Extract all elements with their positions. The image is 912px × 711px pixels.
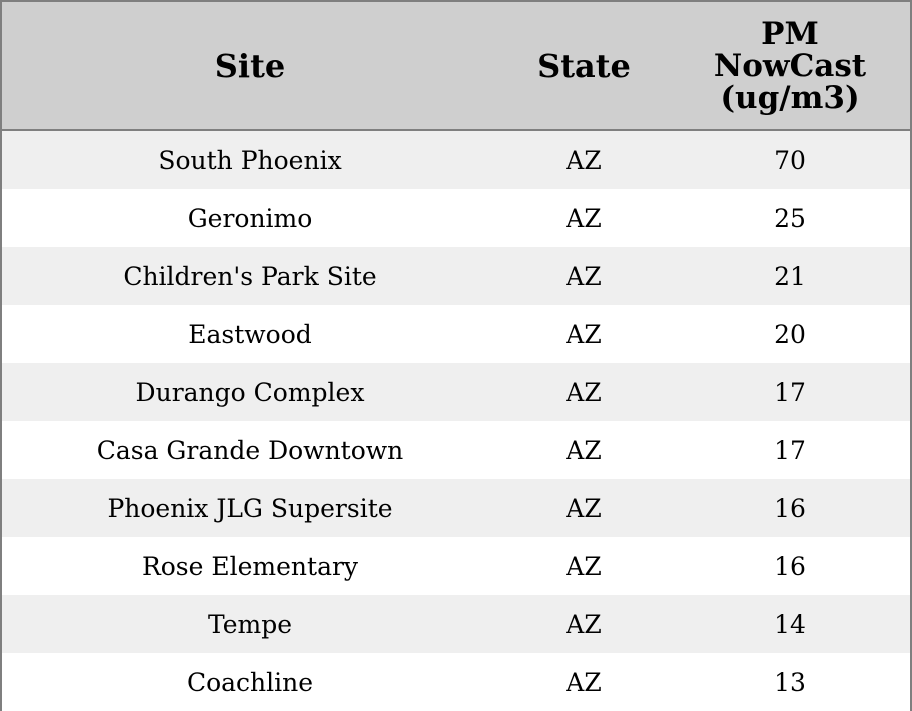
state-cell: AZ	[498, 130, 670, 189]
state-cell: AZ	[498, 421, 670, 479]
pm-value-cell: 14	[670, 595, 910, 653]
column-header-pm-nowcast	[670, 2, 910, 130]
site-cell: Eastwood	[2, 305, 498, 363]
table-row	[2, 363, 910, 421]
pm-value-cell: 17	[670, 421, 910, 479]
header-row	[2, 2, 910, 130]
pm-header-line-3: (ug/m3)	[720, 79, 860, 116]
site-cell: Children's Park Site	[2, 247, 498, 305]
pm-value-cell: 70	[670, 130, 910, 189]
pm-value-cell: 16	[670, 479, 910, 537]
site-cell: Geronimo	[2, 189, 498, 247]
pm-value-cell: 16	[670, 537, 910, 595]
state-cell: AZ	[498, 305, 670, 363]
site-cell: Casa Grande Downtown	[2, 421, 498, 479]
state-cell: AZ	[498, 537, 670, 595]
site-cell: Phoenix JLG Supersite	[2, 479, 498, 537]
site-cell: South Phoenix	[2, 130, 498, 189]
table-row	[2, 595, 910, 653]
table-row	[2, 653, 910, 711]
state-cell: AZ	[498, 189, 670, 247]
table-row	[2, 247, 910, 305]
table-row	[2, 305, 910, 363]
site-cell: Durango Complex	[2, 363, 498, 421]
pm-value-cell: 25	[670, 189, 910, 247]
table-row	[2, 479, 910, 537]
table-row	[2, 421, 910, 479]
site-cell: Tempe	[2, 595, 498, 653]
column-header-state: State	[498, 2, 670, 130]
pm-header-line-2: NowCast	[713, 47, 867, 84]
site-cell: Coachline	[2, 653, 498, 711]
table-row	[2, 537, 910, 595]
pm-header-line-1: PM	[761, 15, 819, 52]
data-table	[2, 2, 910, 711]
pm-value-cell: 21	[670, 247, 910, 305]
table-body	[2, 130, 910, 711]
pm-value-cell: 13	[670, 653, 910, 711]
pm-value-cell: 20	[670, 305, 910, 363]
table-row	[2, 189, 910, 247]
column-header-site: Site	[2, 2, 498, 130]
table-row	[2, 130, 910, 189]
state-cell: AZ	[498, 247, 670, 305]
pm-value-cell: 17	[670, 363, 910, 421]
state-cell: AZ	[498, 363, 670, 421]
site-cell: Rose Elementary	[2, 537, 498, 595]
state-cell: AZ	[498, 479, 670, 537]
state-cell: AZ	[498, 653, 670, 711]
state-cell: AZ	[498, 595, 670, 653]
